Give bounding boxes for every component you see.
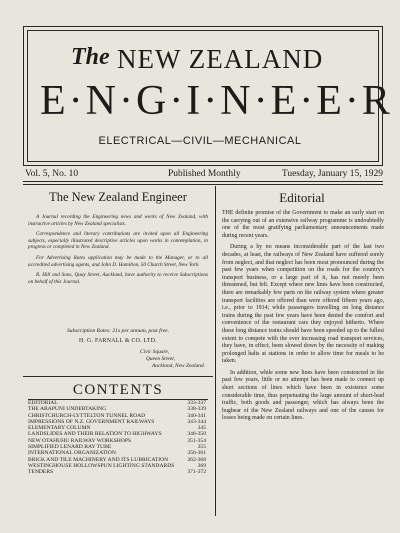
contents-item-title: WESTINGHOUSE HOLLOWSPUN LIGHTING STANDARDS (28, 462, 175, 469)
subscription-rates: Subscription Rates: 21s per annum, post free. (66, 328, 170, 334)
contents-item-pages: 333-337 (187, 400, 206, 406)
info-paragraph: R. Hill and Sons, Quay Street, Auckland, have authority to receive Subscriptions on behalf of this Journal. (28, 272, 208, 285)
contents-item-title: THE ARAPUNI UNDERTAKING (28, 406, 107, 413)
journal-title: The New Zealand Engineer (49, 190, 187, 204)
publisher-name: H. G. FARNALL & CO. LTD. (79, 338, 157, 344)
contents-item-pages: 371-372 (187, 469, 206, 476)
editorial-heading: Editorial (279, 190, 325, 205)
contents-item (28, 469, 206, 475)
editorial-paragraph: During a by no means inconsiderable part of the last two decades, at least, the railways of New Zealand have suffered sorely from neglect, and that neglect has been most pronounced during the past few years when competition on the roads for the country's transport business, or a large part of it, has not merely been threatened, but felt. Except where new lines have been constructed, there are remarkably few parts on the railway system where greater transport facilities are offered than were offered fifteen years ago, i.e., prior to 1914; while passengers travelling on long distance trains during the past few years have been denied the comfort and convenience of the restaurant cars they enjoyed hitherto. Where these long distance trains should have been speeded up to the fullest extent to compete with the ever increasing road transport services, they have, in effect, been slowed down by the necessity of making prolonged halts at stations in order to allow time for meals to be taken. (222, 244, 384, 365)
contents-item-pages: 345 (197, 425, 206, 432)
header-rule (23, 184, 383, 185)
contents-item-pages: 338-339 (187, 406, 206, 413)
contents-item-pages: 369 (197, 462, 206, 469)
issue-volume: Vol. 5, No. 10 (25, 169, 79, 179)
contents-item-title: ELEMENTARY COLUMN (28, 425, 91, 432)
publisher-address (140, 349, 205, 370)
contents-item-title: CHRISTCHURCH-LYTTELTON TUNNEL ROAD (28, 412, 146, 419)
left-column-rule (23, 376, 213, 377)
address-line: Auckland, New Zealand. (152, 363, 206, 369)
contents-item-pages: 355 (197, 444, 206, 451)
address-line: Civic Square, (140, 349, 170, 355)
issue-date: Tuesday, January 15, 1929 (281, 169, 383, 179)
editorial-body (222, 210, 384, 427)
editorial-paragraph: In addition, while some new lines have been constructed in the past few years, little or no attempt has been made to connect up short sections of lines which have been in existence some considerable time, thus perpetuating the large amount of short-lead traffic, both goods and passenger, which has always been the bugbear of the New Zealand railways and one of the causes for losses being made on certain lines. (222, 369, 384, 422)
editorial-paragraph: THE definite promise of the Government to make an early start on the carrying out of an extensive railway programme is undoubtedly one of the most gratifying parliamentary announcements made during recent years. (222, 210, 384, 239)
contents-item-title: SIMPLIFIED LENARD RAY TUBE (28, 444, 112, 451)
contents-item-title: IMPRESSIONS OF N.Z. GOVERNMENT RAILWAYS (28, 418, 155, 425)
issue-line (23, 168, 383, 182)
contents-item-title: LANDSLIDES AND THEIR RELATION TO HIGHWAYS (28, 431, 162, 438)
contents-item-title: TENDERS (28, 469, 54, 476)
column-divider (215, 186, 216, 516)
contents-item-title: NEW OTAHUHU RAILWAY WORKSHOPS (28, 437, 132, 444)
info-paragraph: Correspondence and literary contributions are invited upon all Engineering subjects, especially illustrated descriptive articles upon works in contemplation, in progress or completed in New Zealand. (28, 231, 208, 251)
contents-item-title: INTERNATIONAL ORGANIZATION (28, 450, 116, 457)
masthead-new-zealand: NEW ZEALAND (117, 44, 324, 74)
contents-item-title: EDITORIAL (28, 400, 58, 406)
contents-item-pages: 362-368 (187, 456, 206, 463)
masthead-the: The (71, 44, 110, 70)
contents-item-pages: 351-354 (187, 437, 206, 444)
info-paragraph: A Journal recording the Engineering news and works of New Zealand, with instructive articles by New Zealand specialists. (28, 214, 208, 227)
contents-heading: CONTENTS (72, 382, 164, 398)
contents-item-pages: 356-361 (187, 450, 206, 457)
contents-list (28, 400, 206, 476)
info-paragraph: For Advertising Rates application may be made to the Manager, or to all accredited advertising agents, and John D. Hamilton, 50 Church Street, New York. (28, 254, 208, 268)
journal-info (28, 214, 208, 289)
issue-frequency: Published Monthly (168, 169, 241, 179)
contents-item-pages: 343-344 (187, 418, 206, 425)
masthead-subtitle: ELECTRICAL—CIVIL—MECHANICAL (98, 135, 302, 147)
address-line: Queen Street, (146, 356, 176, 362)
contents-item-pages: 346-350 (187, 431, 206, 438)
masthead-engineer: E·N·G·I·N·E·E·R (40, 78, 393, 124)
contents-item-title: BRICK AND TILE MACHINERY AND ITS LUBRICATION (28, 456, 169, 463)
contents-item-pages: 340-341 (187, 412, 206, 419)
